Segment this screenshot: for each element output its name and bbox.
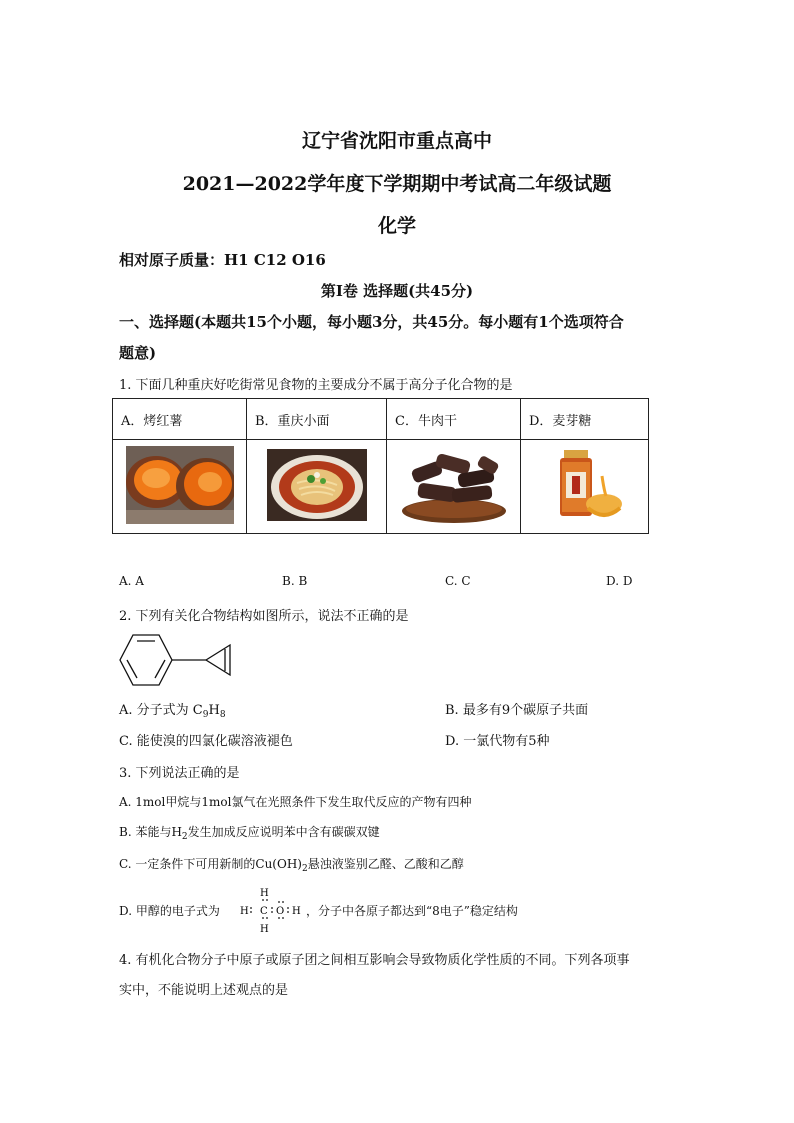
maltose-image bbox=[544, 446, 626, 524]
q1-image-cell-b bbox=[247, 440, 387, 534]
beef-jerky-image bbox=[398, 445, 510, 525]
q1-header-c: C．牛肉干 bbox=[387, 399, 521, 440]
q1-image-cell-a bbox=[113, 440, 247, 534]
lewis-h-top: H bbox=[260, 888, 269, 899]
q1-image-cell-c bbox=[387, 440, 521, 534]
q4-stem-line2: 实中，不能说明上述观点的是 bbox=[119, 983, 289, 998]
q3-stem: 3. 下列说法正确的是 bbox=[119, 766, 240, 781]
school-title: 辽宁省沈阳市重点高中 bbox=[301, 130, 492, 152]
methanol-lewis-structure bbox=[238, 885, 304, 935]
q4-stem-line1: 4. 有机化合物分子中原子或原子团之间相互影响会导致物质化学性质的不同。下列各项事 bbox=[119, 953, 630, 968]
q3-option-b bbox=[119, 823, 380, 842]
q2-option-a bbox=[119, 699, 226, 720]
q1-option-a: A. A bbox=[119, 574, 144, 588]
q1-option-d: D. D bbox=[606, 574, 633, 588]
lewis-c: C bbox=[260, 906, 268, 917]
q3-option-c-sub: 2 bbox=[301, 864, 308, 874]
lewis-h-left: H bbox=[240, 906, 249, 917]
q3-option-c-rest: 悬浊液鉴别乙醛、乙酸和乙醇 bbox=[307, 857, 464, 871]
exam-title: 2021—2022学年度下学期期中考试高二年级试题 bbox=[182, 173, 612, 195]
sweet-potato-image bbox=[126, 446, 234, 524]
q3-option-d-rest: ，分子中各原子都达到“8电子”稳定结构 bbox=[306, 904, 518, 918]
lewis-h-right: H bbox=[292, 906, 301, 917]
q2-structure-diagram bbox=[118, 633, 242, 689]
part1-instructions-line2: 题意) bbox=[119, 344, 157, 362]
lewis-o: O bbox=[276, 906, 285, 917]
subject-title: 化学 bbox=[377, 215, 416, 237]
q2-option-d: D. 一氯代物有5种 bbox=[445, 734, 550, 749]
atomic-mass: 相对原子质量：H1 C12 O16 bbox=[119, 251, 326, 269]
q2-option-a-sub2: 8 bbox=[219, 710, 226, 720]
q3-option-c-text: C. 一定条件下可用新制的Cu(OH) bbox=[119, 857, 302, 871]
q1-image-cell-d bbox=[521, 440, 649, 534]
q2-option-a-sub1: 9 bbox=[202, 710, 209, 720]
q3-option-b-rest: 发生加成反应说明苯中含有碳碳双键 bbox=[187, 825, 380, 839]
noodles-image bbox=[267, 449, 367, 521]
q3-option-d bbox=[119, 902, 220, 919]
q1-option-c: C. C bbox=[445, 574, 471, 588]
q1-header-d: D．麦芽糖 bbox=[521, 399, 649, 440]
q2-option-a-mid: H bbox=[208, 703, 220, 718]
q2-option-b: B. 最多有9个碳原子共面 bbox=[445, 703, 589, 718]
q2-stem: 2. 下列有关化合物结构如图所示，说法不正确的是 bbox=[119, 609, 409, 624]
q1-food-table bbox=[112, 398, 649, 534]
q1-header-a: A．烤红薯 bbox=[113, 399, 247, 440]
q3-option-a: A. 1mol甲烷与1mol氯气在光照条件下发生取代反应的产物有四种 bbox=[119, 795, 472, 809]
section-title: 第I卷 选择题(共45分) bbox=[320, 282, 474, 300]
q3-option-b-sub: 2 bbox=[181, 832, 188, 842]
q1-stem: 1. 下面几种重庆好吃街常见食物的主要成分不属于高分子化合物的是 bbox=[119, 378, 513, 393]
q2-option-c: C. 能使溴的四氯化碳溶液褪色 bbox=[119, 734, 293, 749]
lewis-h-bottom: H bbox=[260, 924, 269, 935]
q2-option-a-text: A. 分子式为 C bbox=[119, 703, 203, 718]
q3-option-c bbox=[119, 855, 464, 874]
q3-option-b-text: B. 苯能与H bbox=[119, 825, 182, 839]
part1-instructions-line1: 一、选择题(本题共15个小题，每小题3分，共45分。每小题有1个选项符合 bbox=[119, 313, 624, 331]
q3-option-d-text: D. 甲醇的电子式为 bbox=[119, 904, 220, 918]
q1-header-b: B．重庆小面 bbox=[247, 399, 387, 440]
q1-option-b: B. B bbox=[282, 574, 308, 588]
